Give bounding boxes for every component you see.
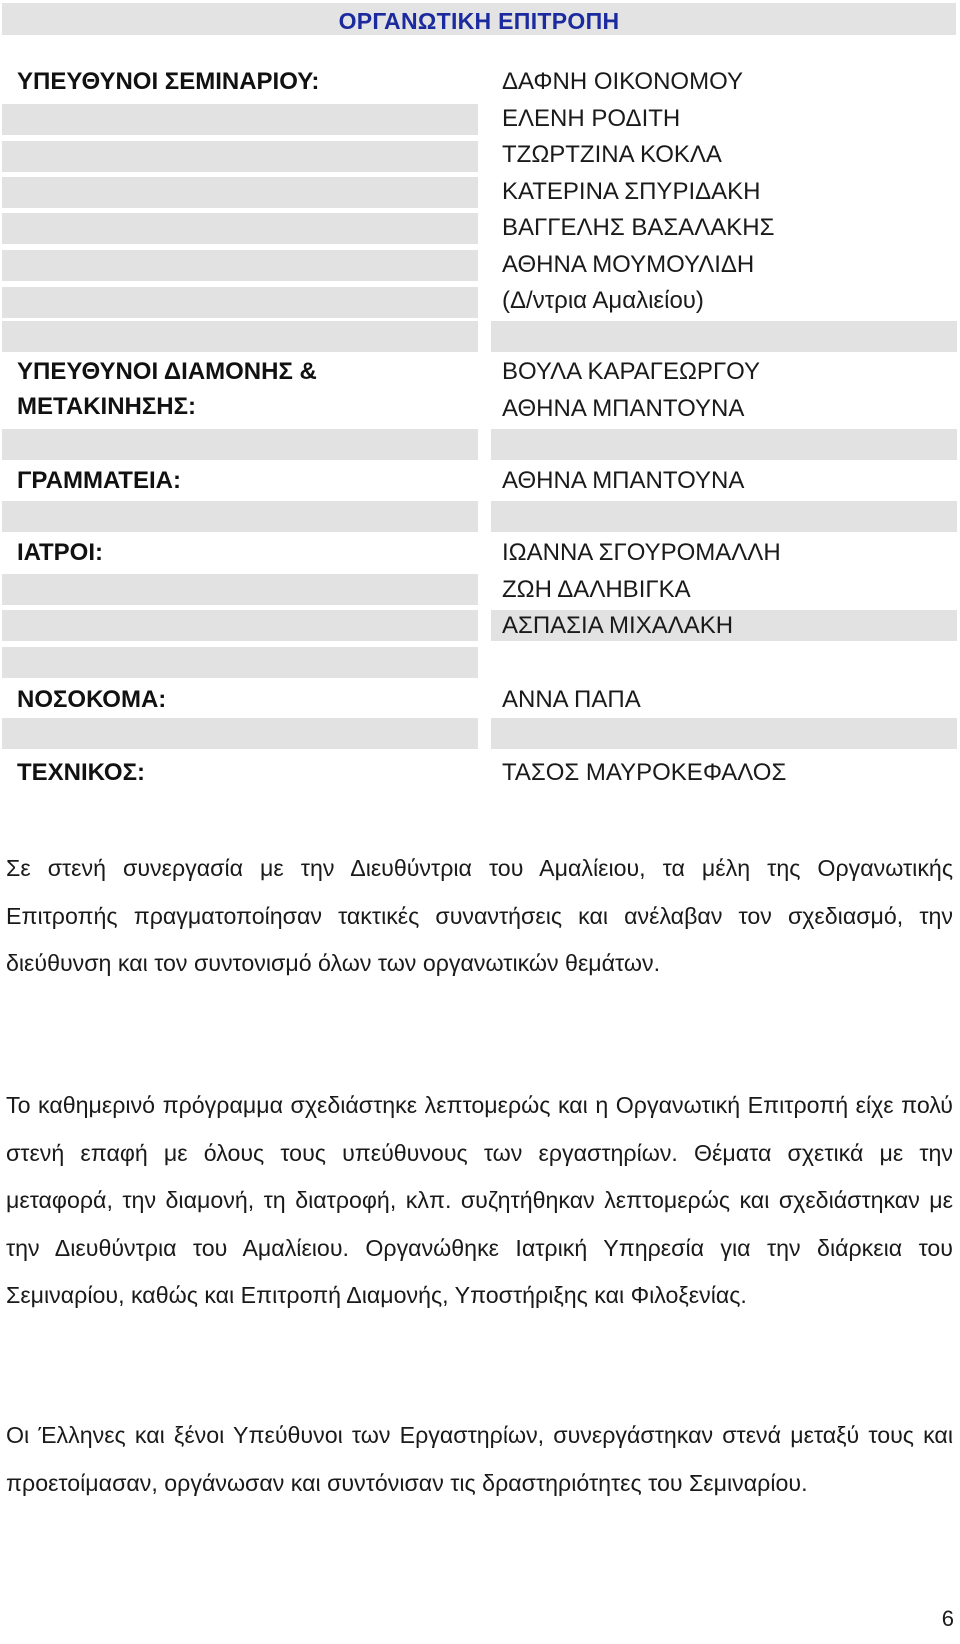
role-label-line: ΜΕΤΑΚΙΝΗΣΗΣ: <box>17 393 197 420</box>
table-stripe <box>2 213 478 244</box>
role-label-line: ΙΑΤΡΟΙ: <box>17 539 104 566</box>
member-name: ΒΟΥΛΑ ΚΑΡΑΓΕΩΡΓΟΥ <box>502 358 761 385</box>
member-name: ΙΩΑΝΝΑ ΣΓΟΥΡΟΜΑΛΛΗ <box>502 539 781 566</box>
table-stripe <box>491 429 957 460</box>
member-list <box>502 755 786 792</box>
member-name: ΕΛΕΝΗ ΡΟΔΙΤΗ <box>502 104 681 132</box>
role-label-line: ΥΠΕΥΘΥΝΟΙ ΣΕΜΙΝΑΡΙΟΥ: <box>17 68 320 95</box>
table-stripe <box>2 574 478 605</box>
table-stripe <box>2 104 478 135</box>
table-stripe <box>491 321 957 352</box>
role-label-line: ΝΟΣΟΚΟΜΑ: <box>17 686 167 713</box>
role-label-line: ΥΠΕΥΘΥΝΟΙ ΔΙΑΜΟΝΗΣ & <box>17 358 317 385</box>
member-list <box>502 682 641 719</box>
member-name: ΑΘΗΝΑ ΜΠΑΝΤΟΥΝΑ <box>502 467 745 494</box>
member-name: ΒΑΓΓΕΛΗΣ ΒΑΣΑΛΑΚΗΣ <box>502 214 775 241</box>
title-bar <box>2 3 956 35</box>
role-label <box>17 463 181 498</box>
body-paragraph: Το καθημερινό πρόγραμμα σχεδιάστηκε λεπτομερώς και η Οργανωτική Επιτροπή είχε πολύ στενή επαφή με όλους τους υπεύθυνους των εργαστηρίων. Θέματα σχετικά με την μεταφορά, την διαμονή, τη διατροφή, κλπ. συζητήθηκαν λεπτομερώς και σχεδιάστηκαν με την Διευθύντρια του Αμαλίειου. Οργανώθηκε Ιατρική Υπηρεσία για την διάρκεια του Σεμιναρίου, καθώς και Επιτροπή Διαμονής, Υποστήριξης και Φιλοξενίας. <box>6 1092 953 1308</box>
table-stripe <box>2 321 478 352</box>
table-stripe <box>2 501 478 532</box>
member-list <box>502 535 781 645</box>
section-title: ΟΡΓΑΝΩΤΙΚΗ ΕΠΙΤΡΟΠΗ <box>338 8 620 34</box>
page-number: 6 <box>941 1606 954 1631</box>
table-stripe <box>2 287 478 318</box>
table-stripe <box>2 141 478 172</box>
body-paragraph: Σε στενή συνεργασία με την Διευθύντρια του Αμαλίειου, τα μέλη της Οργανωτικής Επιτροπής πραγματοποίησαν τακτικές συναντήσεις και ανέλαβαν τον σχεδιασμό, την διεύθυνση και τον συντονισμό όλων των οργανωτικών θεμάτων. <box>6 855 953 976</box>
body-paragraph: Οι Έλληνες και ξένοι Υπεύθυνοι των Εργαστηρίων, συνεργάστηκαν στενά μεταξύ τους και προετοίμασαν, οργάνωσαν και συντόνισαν τις δραστηριότητες του Σεμιναρίου. <box>6 1422 953 1496</box>
table-stripe <box>2 177 478 208</box>
table-stripe <box>491 718 957 749</box>
member-list <box>502 354 760 427</box>
member-list <box>502 64 774 320</box>
role-label <box>17 755 145 790</box>
table-stripe <box>2 718 478 749</box>
member-name: ΤΖΩΡΤΖΙΝΑ ΚΟΚΛΑ <box>502 141 722 168</box>
member-note: (Δ/ντρια Αμαλιείου) <box>502 287 704 314</box>
member-name: ΚΑΤΕΡΙΝΑ ΣΠΥΡΙΔΑΚΗ <box>502 177 761 205</box>
member-name: ΑΣΠΑΣΙΑ ΜΙΧΑΛΑΚΗ <box>502 612 734 639</box>
member-name: ΔΑΦΝΗ ΟΙΚΟΝΟΜΟΥ <box>502 68 743 95</box>
table-stripe <box>2 429 478 460</box>
member-name: ΖΩΗ ΔΑΛΗΒΙΓΚΑ <box>502 575 691 603</box>
table-stripe <box>2 647 478 678</box>
member-list <box>502 463 744 500</box>
role-label-line: ΓΡΑΜΜΑΤΕΙΑ: <box>17 467 181 494</box>
member-name: ΤΑΣΟΣ ΜΑΥΡΟΚΕΦΑΛΟΣ <box>502 759 787 786</box>
table-stripe <box>2 250 478 281</box>
role-label <box>17 64 319 99</box>
role-label <box>17 354 317 424</box>
role-label <box>17 535 103 570</box>
member-name: ΑΘΗΝΑ ΜΟΥΜΟΥΛΙΔΗ <box>502 250 755 278</box>
member-name: ΑΝΝΑ ΠΑΠΑ <box>502 686 641 713</box>
role-label-line: ΤΕΧΝΙΚΟΣ: <box>17 759 145 786</box>
table-stripe <box>491 501 957 532</box>
table-stripe <box>2 610 478 641</box>
member-name: ΑΘΗΝΑ ΜΠΑΝΤΟΥΝΑ <box>502 394 745 422</box>
role-label <box>17 682 166 717</box>
